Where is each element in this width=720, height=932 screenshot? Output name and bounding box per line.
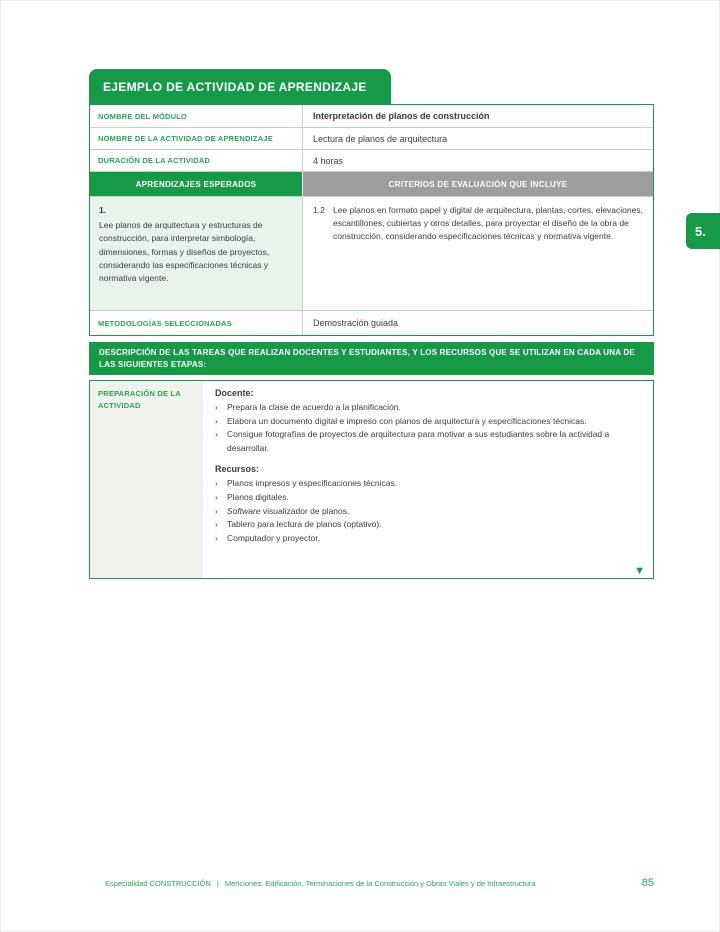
list-item — [215, 518, 641, 532]
list-item — [215, 505, 641, 519]
methodology-value: Demostración guiada — [313, 318, 399, 328]
section-title: EJEMPLO DE ACTIVIDAD DE APRENDIZAJE — [103, 79, 367, 94]
list-bullet-icon: › — [215, 478, 218, 489]
footer-separator: | — [216, 879, 219, 888]
list-bullet-icon: › — [215, 505, 218, 516]
module-name-value: Interpretación de planos de construcción — [313, 111, 490, 121]
activity-info-table — [89, 104, 654, 336]
resources-heading: Recursos: — [215, 464, 260, 475]
footer-mentions: Menciones: Edificación, Terminaciones de la Construcción y Obras Viales y de Infraestructura — [224, 879, 536, 888]
expected-learning-text: Lee planos de arquitectura y estructuras de construcción, para interpretar simbología, dimensiones, formas y diseños de proyectos, considerando las especificaciones técnicas y normativa vigente. — [99, 220, 270, 283]
module-name-label: NOMBRE DEL MÓDULO — [90, 105, 303, 127]
activity-name-label: NOMBRE DE LA ACTIVIDAD DE APRENDIZAJE — [90, 128, 303, 149]
list-bullet-icon: › — [215, 402, 218, 412]
teacher-task: Prepara la clase de acuerdo a la planificación. — [227, 402, 401, 412]
table-header-row — [90, 172, 653, 197]
list-item — [215, 415, 641, 429]
expected-learning-number: 1. — [99, 205, 107, 215]
description-bar-text: DESCRIPCIÓN DE LAS TAREAS QUE REALIZAN DOCENTES Y ESTUDIANTES, Y LOS RECURSOS QUE SE UTILIZAN EN CADA UNA DE LAS SIGUIENTES ETAPAS: — [99, 347, 635, 369]
table-row — [90, 105, 653, 128]
list-item — [215, 401, 641, 415]
list-bullet-icon: › — [215, 415, 218, 426]
preparation-content — [203, 381, 653, 578]
methodology-label: METODOLOGÍAS SELECCIONADAS — [90, 311, 303, 335]
section-title-tab — [89, 69, 391, 104]
page-footer — [89, 877, 654, 889]
teacher-heading: Docente: — [215, 388, 254, 398]
activity-name-value: Lectura de planos de arquitectura — [313, 133, 448, 144]
list-bullet-icon: › — [215, 491, 218, 502]
criteria-text: Lee planos en formato papel y digital de arquitectura, plantas, cortes, elevaciones, escantillones, cubiertas y otros detalles, para proyectar el diseño de la obra de construcción, considerando especificaciones técnicas y normativa vigente. — [333, 205, 643, 242]
list-item — [215, 491, 641, 505]
teacher-task-list — [215, 401, 641, 455]
list-bullet-icon: › — [215, 532, 218, 543]
expected-learning-header: APRENDIZAJES ESPERADOS — [90, 172, 303, 196]
resource-item: Software visualizador de planos. — [227, 505, 350, 516]
table-row — [90, 150, 653, 172]
list-bullet-icon: › — [215, 429, 218, 440]
footer-specialty: Especialidad CONSTRUCCIÓN — [105, 879, 211, 888]
resource-item: Computador y proyector. — [227, 532, 321, 543]
duration-value: 4 horas — [313, 155, 344, 166]
list-item — [215, 428, 641, 455]
list-item — [215, 532, 641, 546]
chapter-tab: 5. — [686, 213, 720, 249]
stage-label: PREPARACIÓN DE LA ACTIVIDAD — [90, 381, 203, 578]
description-bar — [89, 342, 654, 375]
expected-learning-cell — [90, 197, 303, 310]
resource-item: Planos impresos y especificaciones técnicas. — [227, 478, 398, 489]
learning-criteria-row — [90, 197, 653, 311]
criteria-header: CRITERIOS DE EVALUACIÓN QUE INCLUYE — [303, 172, 653, 196]
table-row — [90, 128, 653, 150]
teacher-task: Consigue fotografías de proyectos de arquitectura para motivar a sus estudiantes sobre la actividad a desarrollar. — [227, 429, 610, 453]
criteria-cell — [303, 197, 653, 310]
preparation-section — [89, 380, 654, 579]
methodology-row — [90, 311, 653, 335]
continuation-arrow-icon: ▼ — [634, 565, 645, 577]
list-bullet-icon: › — [215, 519, 218, 530]
resources-list — [215, 477, 641, 545]
page-number: 85 — [641, 877, 654, 889]
resource-item: Planos digitales. — [227, 491, 289, 502]
resource-item: Tablero para lectura de planos (optativo). — [227, 519, 382, 530]
list-item — [215, 477, 641, 491]
teacher-task: Elabora un documento digital e impreso con planos de arquitectura y especificaciones técnicas. — [227, 415, 587, 426]
duration-label: DURACIÓN DE LA ACTIVIDAD — [90, 150, 303, 171]
footer-text — [89, 879, 536, 888]
criteria-number: 1.2 — [313, 205, 325, 215]
